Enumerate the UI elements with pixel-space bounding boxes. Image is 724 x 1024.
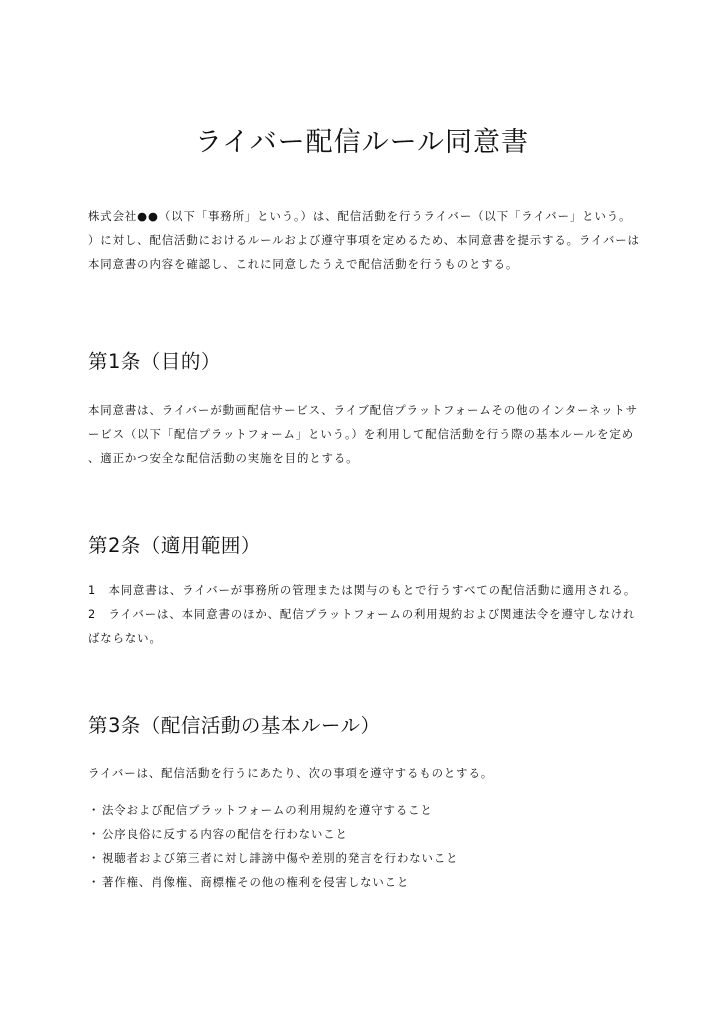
article-line: 、適正かつ安全な配信活動の実施を目的とする。 [88,451,359,465]
bullet-item: ・ 著作権、肖像権、商標権その他の権利を侵害しないこと [88,870,458,894]
bullet-marker-icon: ・ [88,803,101,817]
article-2-heading: 第2条（適用範囲） [88,534,261,557]
article-line: 本同意書は、ライバーが動画配信サービス、ライブ配信プラットフォームその他のインターネットサ [88,403,639,417]
article-line: ばならない。 [88,631,162,645]
bullet-item: ・ 法令および配信プラットフォームの利用規約を遵守すること [88,798,458,822]
intro-line: ）に対し、配信活動におけるルールおよび遵守事項を定めるため、本同意書を提示する。ライバーは [88,233,640,247]
article-line: 1 本同意書は、ライバーが事務所の管理または関与のもとで行うすべての配信活動に適用される。 [88,583,637,597]
article-line: 2 ライバーは、本同意書のほか、配信プラットフォームの利用規約および関連法令を遵守しなけれ [88,607,636,621]
bullet-marker-icon: ・ [88,875,101,889]
article-1-body [88,398,648,470]
document-title: ライバー配信ルール同意書 [194,127,530,158]
article-2-body [88,578,648,650]
article-line: ービス（以下「配信プラットフォーム」という。）を利用して配信活動を行う際の基本ルールを定め [88,427,635,441]
bullet-item: ・ 視聴者および第三者に対し誹謗中傷や差別的発言を行わないこと [88,846,458,870]
intro-line: 株式会社●●（以下「事務所」という。）は、配信活動を行うライバー（以下「ライバー」という。 [88,209,632,223]
bullet-marker-icon: ・ [88,851,101,865]
article-1-heading: 第1条（目的） [88,350,221,373]
article-line: ライバーは、配信活動を行うにあたり、次の事項を遵守するものとする。 [88,766,494,780]
intro-paragraph [88,204,648,276]
bullet-item: ・ 公序良俗に反する内容の配信を行わないこと [88,822,458,846]
article-3-bullet-list [88,798,458,894]
article-3-body [88,761,648,785]
bullet-marker-icon: ・ [88,827,101,841]
article-3-heading: 第3条（配信活動の基本ルール） [88,714,381,737]
intro-line: 本同意書の内容を確認し、これに同意したうえで配信活動を行うものとする。 [88,257,519,271]
